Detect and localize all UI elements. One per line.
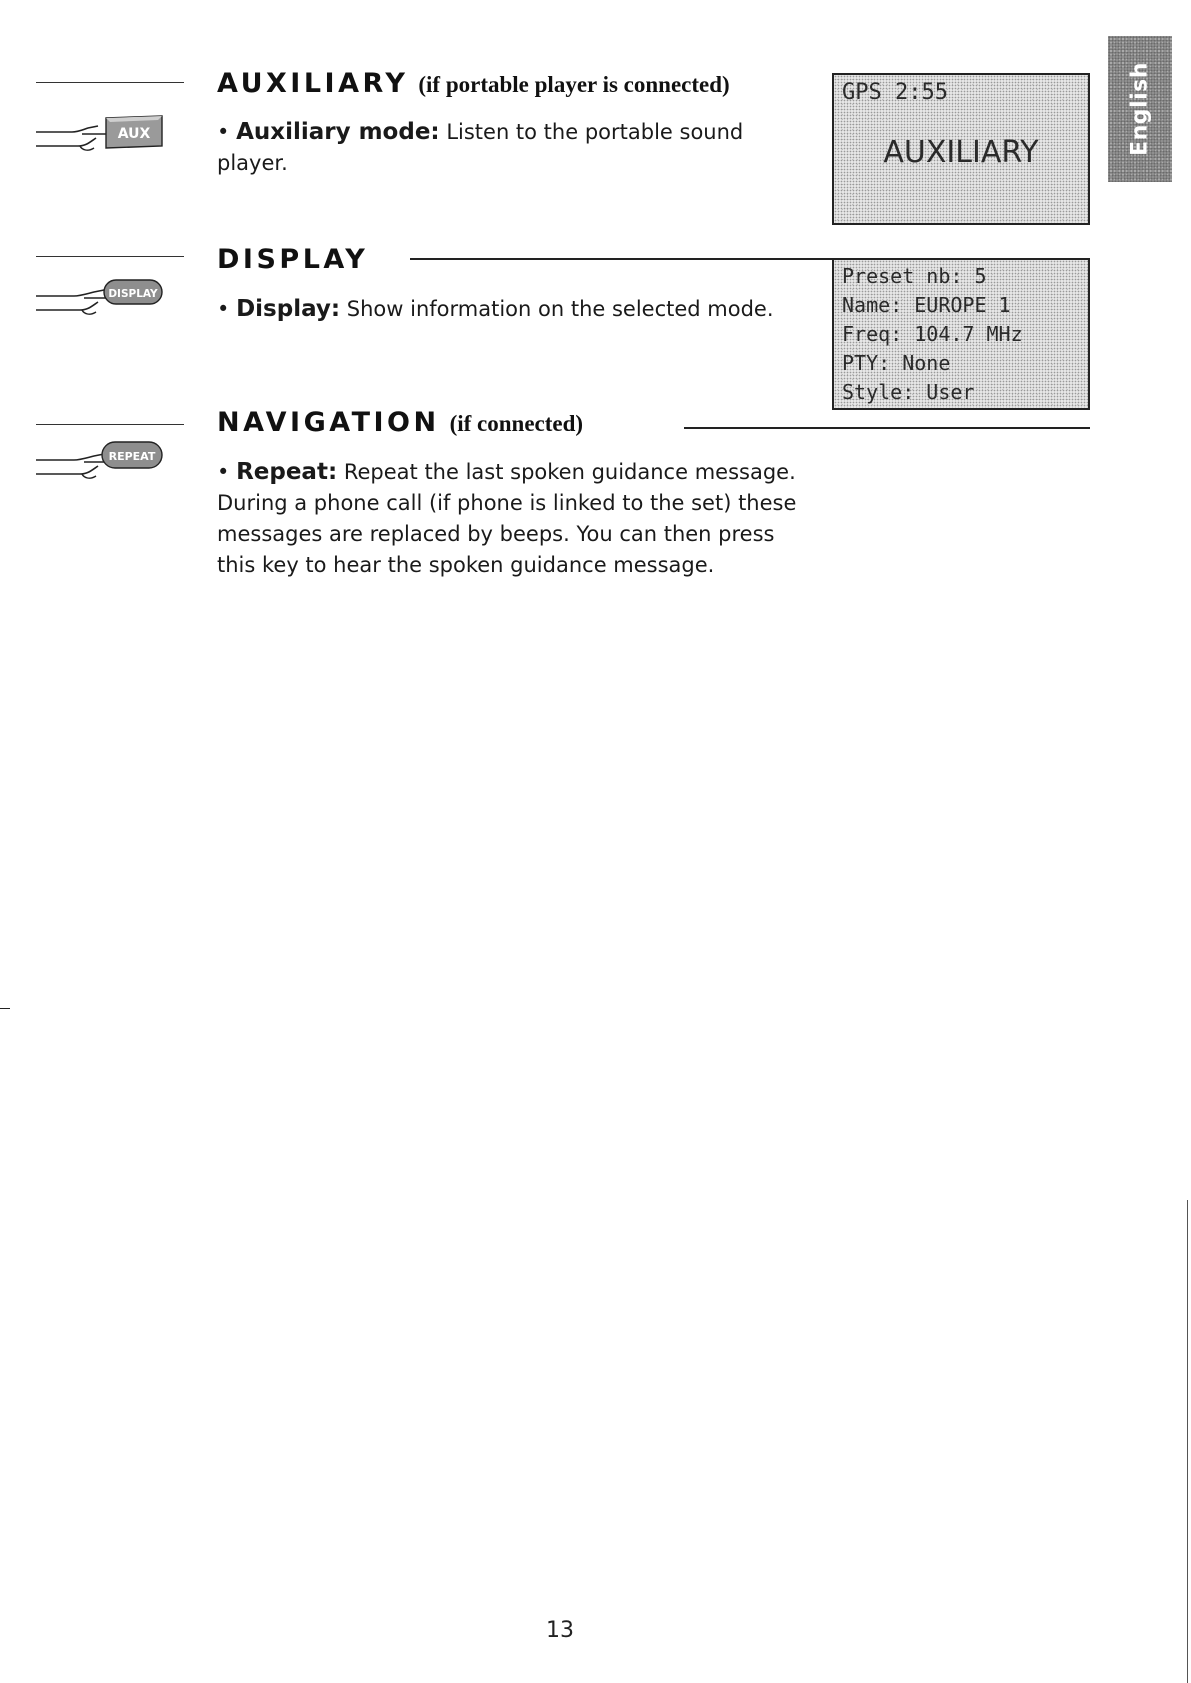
- aux-key-label: AUX: [117, 126, 151, 142]
- auxiliary-text: Listen to the portable sound player.: [217, 120, 744, 175]
- navigation-bullet: • Repeat: Repeat the last spoken guidance message. During a phone call (if phone is linked to the set) these messages are replaced by beeps. You can then press this key to hear the spoken guidance message.: [217, 459, 797, 577]
- language-tab-label: English: [1127, 62, 1153, 156]
- navigation-lead: Repeat:: [236, 459, 338, 485]
- display-heading: [217, 244, 378, 275]
- lcd-mode-label: AUXILIARY: [883, 135, 1039, 170]
- navigation-heading: [217, 407, 583, 438]
- lcd-freq-line: Freq: 104.7 MHz: [842, 322, 1023, 346]
- display-bullet: • Display: Show information on the selected mode.: [217, 296, 774, 322]
- margin-mark: [0, 1008, 10, 1009]
- auxiliary-lead: Auxiliary mode:: [236, 119, 440, 145]
- display-heading-rule: [410, 258, 834, 260]
- lcd-name-line: Name: EUROPE 1: [842, 293, 1011, 317]
- display-lead: Display:: [236, 296, 341, 322]
- language-tab: [1108, 36, 1172, 182]
- auxiliary-bullet: • Auxiliary mode: Listen to the portable sound player.: [217, 119, 744, 175]
- display-key-label: DISPLAY: [108, 288, 158, 300]
- display-key-hand-icon: [34, 278, 164, 328]
- lcd-preset-line: Preset nb: 5: [842, 264, 987, 288]
- lcd-auxiliary-screen: [832, 73, 1090, 225]
- auxiliary-subtitle: (if portable player is connected): [418, 72, 730, 97]
- section-rule: [36, 82, 184, 83]
- navigation-title: NAVIGATION: [217, 407, 440, 438]
- navigation-subtitle: (if connected): [449, 411, 584, 436]
- navigation-heading-rule: [684, 427, 1090, 429]
- aux-key-hand-icon: [34, 112, 164, 162]
- auxiliary-title: AUXILIARY: [217, 68, 409, 99]
- binding-edge: [1187, 1200, 1188, 1683]
- lcd-pty-line: PTY: None: [842, 351, 951, 375]
- repeat-key-label: REPEAT: [108, 450, 156, 463]
- lcd-display-screen: [832, 258, 1090, 410]
- display-title: DISPLAY: [217, 244, 369, 275]
- lcd-status-line: GPS 2:55: [842, 80, 948, 105]
- lcd-style-line: Style: User: [842, 380, 975, 404]
- display-text: Show information on the selected mode.: [346, 297, 774, 321]
- section-rule: [36, 424, 184, 425]
- repeat-key-hand-icon: [34, 440, 164, 490]
- navigation-text: Repeat the last spoken guidance message. During a phone call (if phone is linked to the set) these messages are replaced by beeps. You can then press this key to hear the spoken guidance message.: [217, 460, 797, 577]
- section-rule: [36, 256, 184, 257]
- page-number: 13: [546, 1618, 574, 1643]
- auxiliary-heading: [217, 68, 730, 99]
